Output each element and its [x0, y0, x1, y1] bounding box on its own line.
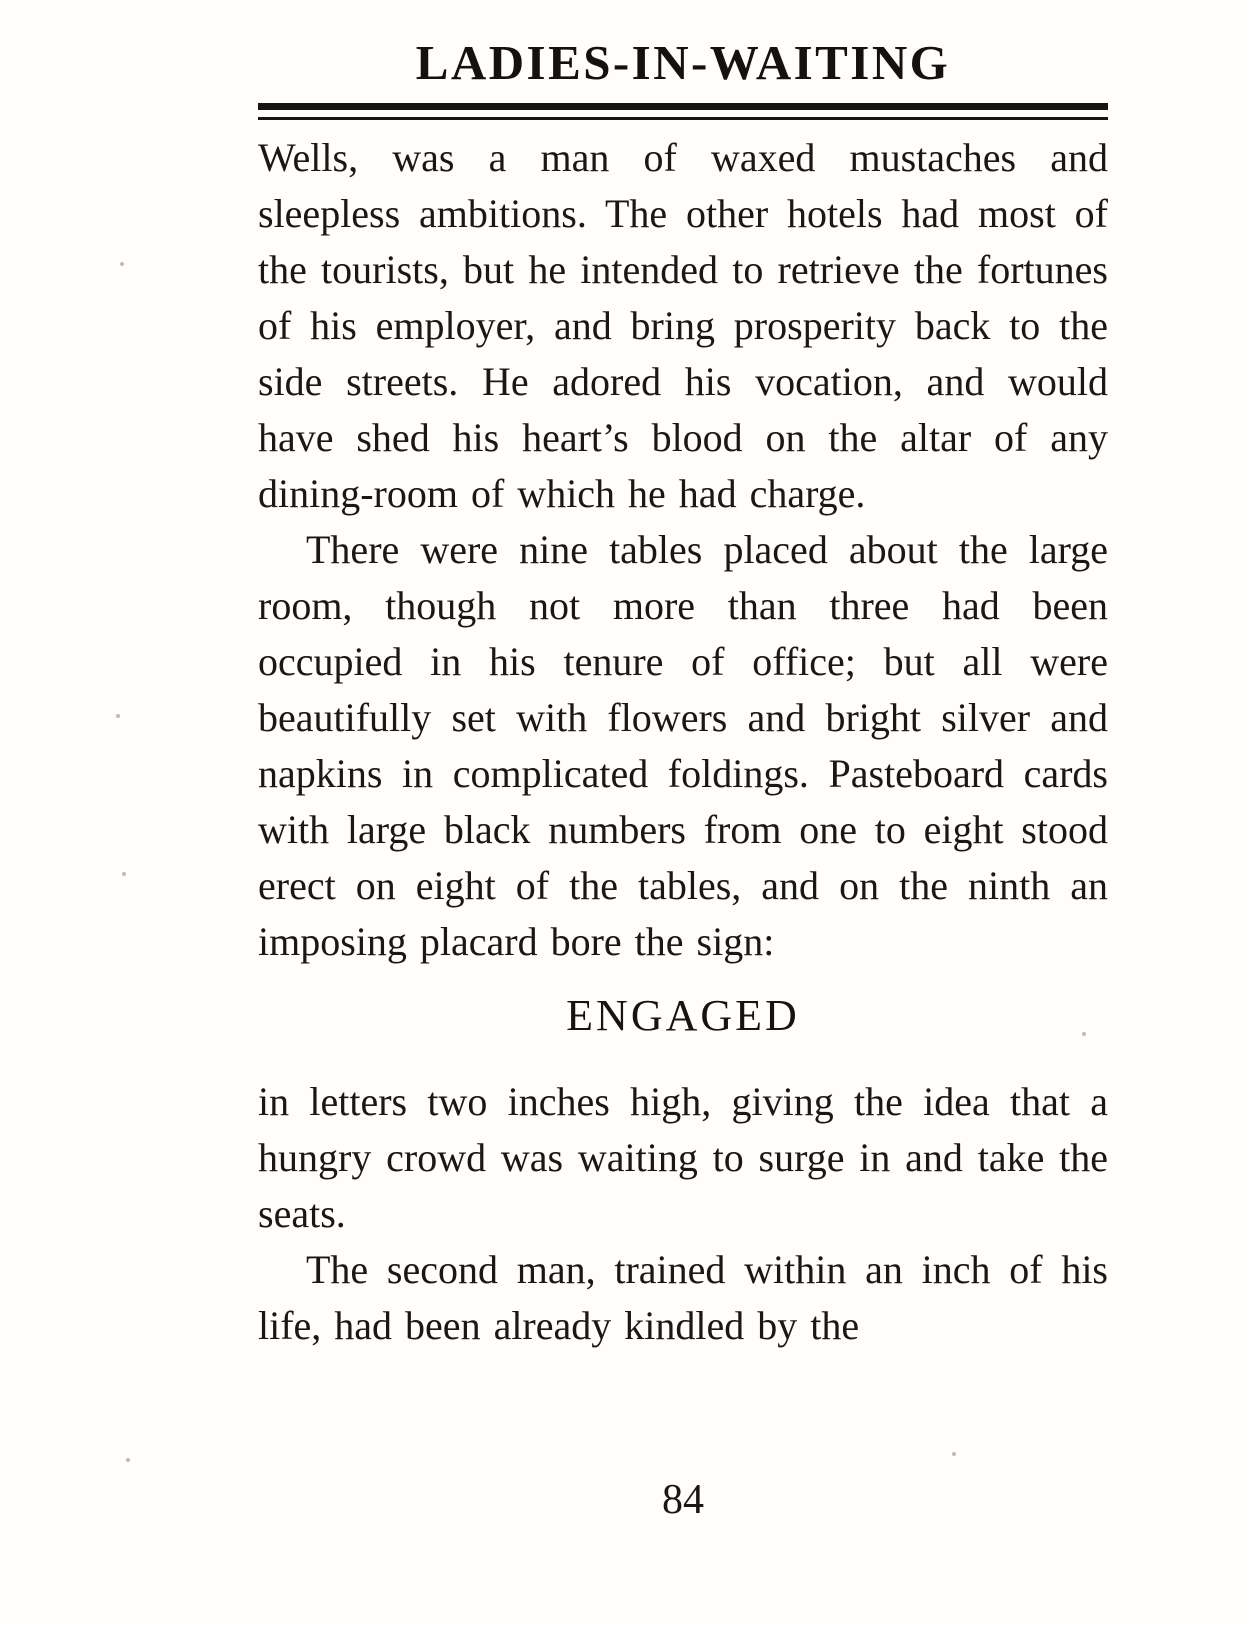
placard-sign: ENGAGED	[566, 991, 800, 1040]
paragraph: The second man, trained within an inch of his life, had been already kindled by the	[258, 1247, 1108, 1348]
paragraph: Wells, was a man of waxed mustaches and sleepless ambitions. The other hotels had most of the tourists, but he intended to retrieve the fortunes of his employer, and bring prosperity back to the side streets. He adored his vocation, and would have shed his heart’s blood on the altar of any dining-room of which he had charge.	[258, 135, 1108, 516]
page-number: 84	[662, 1477, 704, 1523]
scan-artifact	[120, 262, 124, 266]
running-head	[258, 36, 1108, 120]
paragraph: in letters two inches high, giving the idea that a hungry crowd was waiting to surge in and take the seats.	[258, 1079, 1108, 1236]
paragraph: There were nine tables placed about the large room, though not more than three had been occupied in his tenure of office; but all were beautifully set with flowers and bright silver and napkins in complicated foldings. Pasteboard cards with large black numbers from one to eight stood erect on eight of the tables, and on the ninth an imposing placard bore the sign:	[258, 527, 1108, 964]
scan-artifact	[116, 714, 120, 718]
scan-artifact	[126, 1458, 130, 1462]
title-rule-thin	[258, 117, 1108, 120]
scan-artifact	[1082, 1032, 1086, 1036]
scan-artifact	[122, 872, 126, 876]
title-rule	[258, 103, 1108, 120]
scan-artifact	[952, 1452, 956, 1456]
page-title: LADIES-IN-WAITING	[415, 35, 951, 90]
title-rule-thick	[258, 103, 1108, 110]
text-block	[258, 130, 1108, 1354]
